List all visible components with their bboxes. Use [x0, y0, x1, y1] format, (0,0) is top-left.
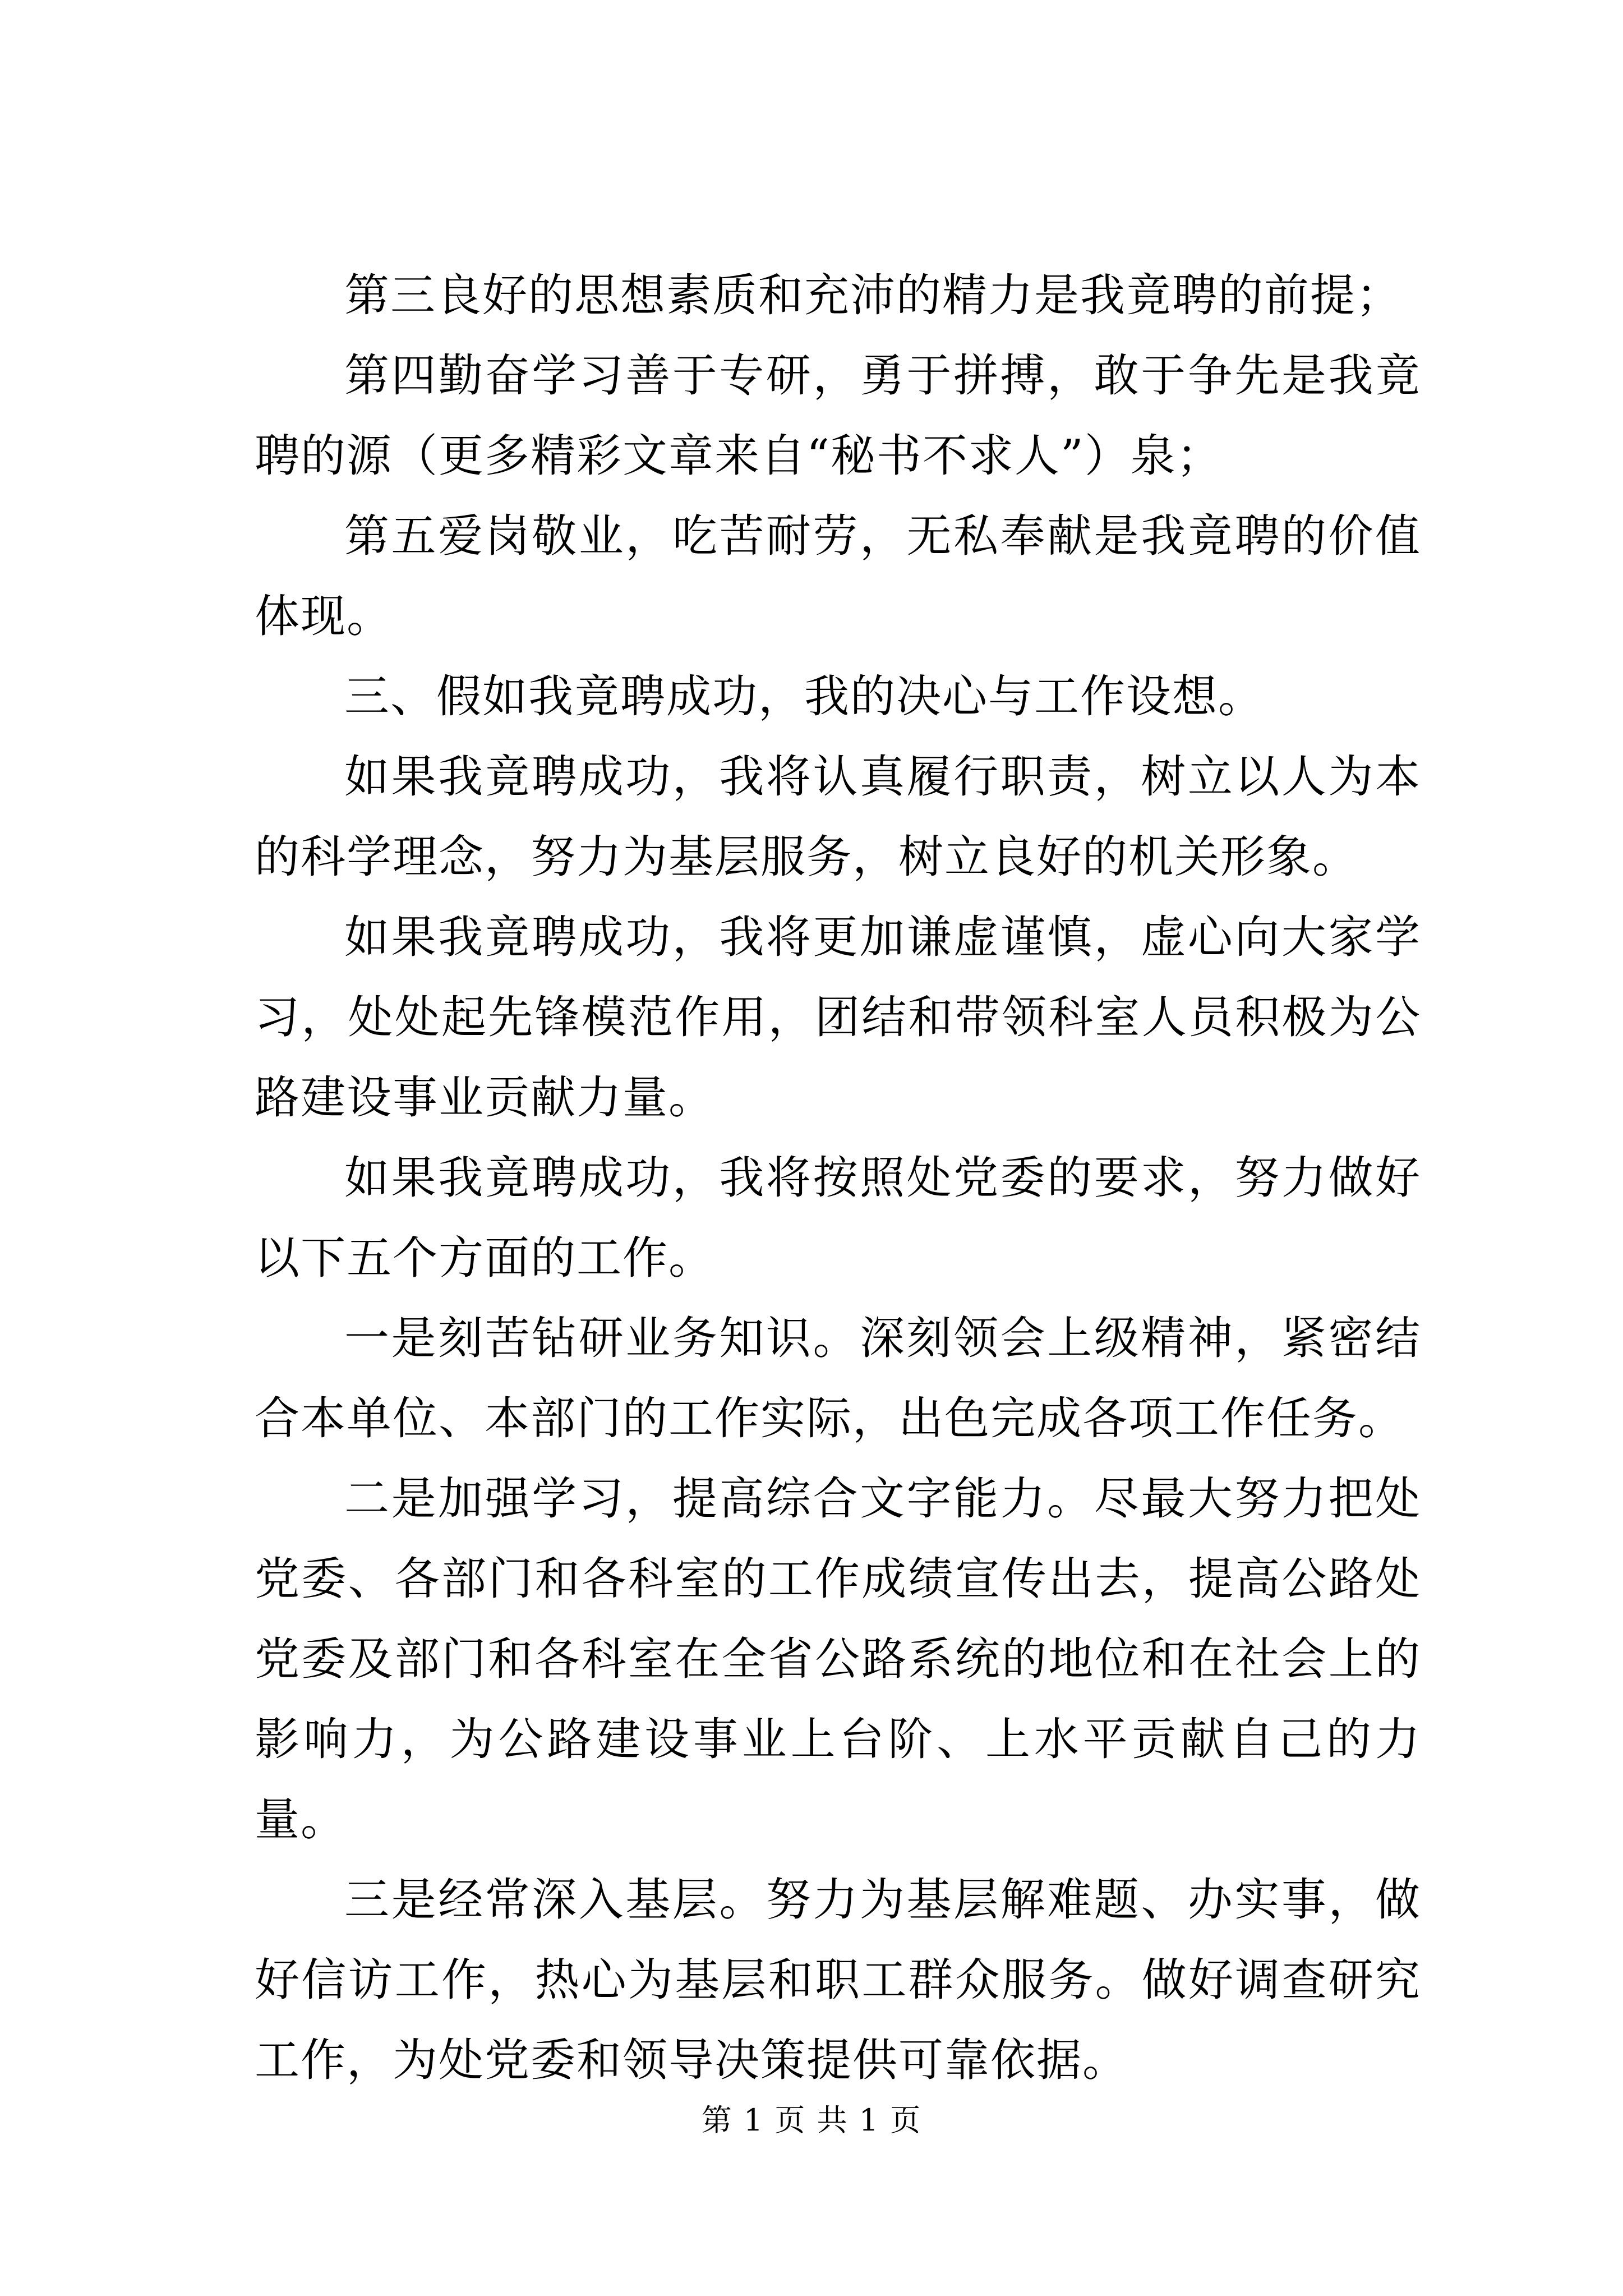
paragraph-qualification-4: 第四勤奋学习善于专研，勇于拼搏，敢于争先是我竟聘的源（更多精彩文章来自“秘书不求人”）泉； [255, 349, 1421, 482]
paragraph-task-2: 二是加强学习，提高综合文字能力。尽最大努力把处党委、各部门和各科室的工作成绩宣传出去，提高公路处党委及部门和各科室在全省公路系统的地位和在社会上的影响力，为公路建设事业上台阶、上水平贡献自己的力量。 [255, 1473, 1421, 1846]
paragraph-if-successful-2: 如果我竟聘成功，我将更加谦虚谨慎，虚心向大家学习，处处起先锋模范作用，团结和带领科室人员积极为公路建设事业贡献力量。 [255, 911, 1421, 1124]
paragraph-if-successful-3: 如果我竟聘成功，我将按照处党委的要求，努力做好以下五个方面的工作。 [255, 1152, 1421, 1284]
page-number-footer: 第 1 页 共 1 页 [701, 2102, 922, 2138]
section-heading-3: 三、假如我竟聘成功，我的决心与工作设想。 [344, 670, 1264, 723]
paragraph-qualification-3: 第三良好的思想素质和充沛的精力是我竟聘的前提； [344, 269, 1402, 321]
paragraph-if-successful-1: 如果我竟聘成功，我将认真履行职责，树立以人为本的科学理念，努力为基层服务，树立良好的机关形象。 [255, 751, 1421, 883]
document-body [255, 255, 1421, 2100]
paragraph-qualification-5: 第五爱岗敬业，吃苦耐劳，无私奉献是我竟聘的价值体现。 [255, 510, 1421, 642]
paragraph-task-3: 三是经常深入基层。努力为基层解难题、办实事，做好信访工作，热心为基层和职工群众服务。做好调查研究工作，为处党委和领导决策提供可靠依据。 [255, 1874, 1421, 2086]
paragraph-task-1: 一是刻苦钻研业务知识。深刻领会上级精神，紧密结合本单位、本部门的工作实际，出色完成各项工作任务。 [255, 1312, 1421, 1444]
